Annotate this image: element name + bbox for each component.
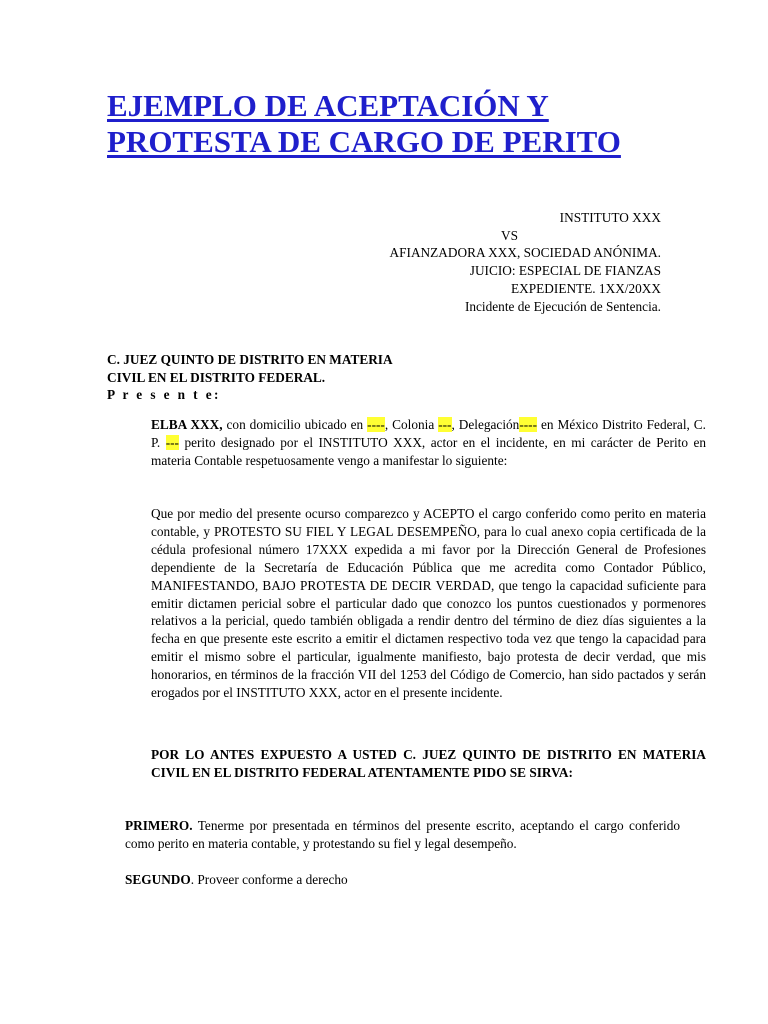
document-title [107,88,707,160]
caption-party-2: AFIANZADORA XXX, SOCIEDAD ANÓNIMA. [389,245,661,261]
caption-file: EXPEDIENTE. 1XX/20XX [511,280,661,296]
addressee-presente: P r e s e n t e: [107,387,221,403]
intro-text-4: en México Distrito Federal, C. P. [151,417,706,450]
caption-party-1: INSTITUTO XXX [559,210,661,225]
primero-paragraph [107,817,680,853]
petition-paragraph: POR LO ANTES EXPUESTO A USTED C. JUEZ QUINTO DE DISTRITO EN MATERIA CIVIL EN EL DISTRITO FEDERAL ATENTAMENTE PIDO SE SIRVA: [151,747,706,780]
segundo-paragraph [107,871,680,889]
title-line-2: PROTESTA DE CARGO DE PERITO [107,124,621,159]
caption-trial: JUICIO: ESPECIAL DE FIANZAS [469,263,661,279]
intro-text-2: , Colonia [384,417,439,432]
addressee-line-1: C. JUEZ QUINTO DE DISTRITO EN MATERIA [107,352,393,367]
delegacion-blank: ---- [519,417,538,432]
intro-text-3: , Delegación [451,417,520,432]
body-paragraph: Que por medio del presente ocurso comparezco y ACEPTO el cargo conferido como perito en materia contable, y PROTESTO SU FIEL Y LEGAL DESEMPEÑO, para lo cual anexo copia certificada de la cédula profesional número 17XXX expedida a mi favor por la Dirección General de Profesiones dependiente de la Secretaría de Educación Pública que me acredita como Contador Público, MANIFESTANDO, BAJO PROTESTA DE DECIR VERDAD, que tengo la capacidad suficiente para emitir dictamen pericial sobre el particular dado que conozco los puntos cuestionados y pormenores relativos a la pericial, quedo también obligada a rendir dentro del término de diez días siguientes a la fecha en que presente este escrito a emitir el dictamen respectivo toda vez que tengo la capacidad para emitir el mismo sobre el particular, igualmente manifiesto, bajo protesta de decir verdad, que mis honorarios, en términos de la fracción VII del 1253 del Código de Comercio, han sido pactados y serán erogados por el INSTITUTO XXX, actor en el presente incidente. [151,506,706,701]
title-line-1: EJEMPLO DE ACEPTACIÓN Y [107,88,549,123]
address-blank: ---- [367,417,385,432]
caption-vs: VS [501,227,518,243]
addressee-line-2: CIVIL EN EL DISTRITO FEDERAL. [107,369,326,385]
intro-paragraph [107,416,706,470]
intro-text-5: perito designado por el INSTITUTO XXX, actor en el incidente, en mi carácter de Perito en materia Contable respetuosamente vengo a manifestar lo siguiente: [151,434,706,468]
caption-incident: Incidente de Ejecución de Sentencia. [464,298,661,314]
postal-code-blank: --- [165,434,179,450]
case-caption [101,209,661,315]
colonia-blank: --- [438,417,452,432]
addressee-block [107,351,667,404]
primero-label: PRIMERO. [125,818,193,833]
expert-name: ELBA XXX, [151,417,223,432]
primero-text: Tenerme por presentada en términos del presente escrito, aceptando el cargo conferido como perito en materia contable, y protestando su fiel y legal desempeño. [125,818,680,851]
segundo-label: SEGUNDO [125,872,191,887]
segundo-text: . Proveer conforme a derecho [190,872,348,887]
intro-text-1: con domicilio ubicado en [222,417,368,432]
